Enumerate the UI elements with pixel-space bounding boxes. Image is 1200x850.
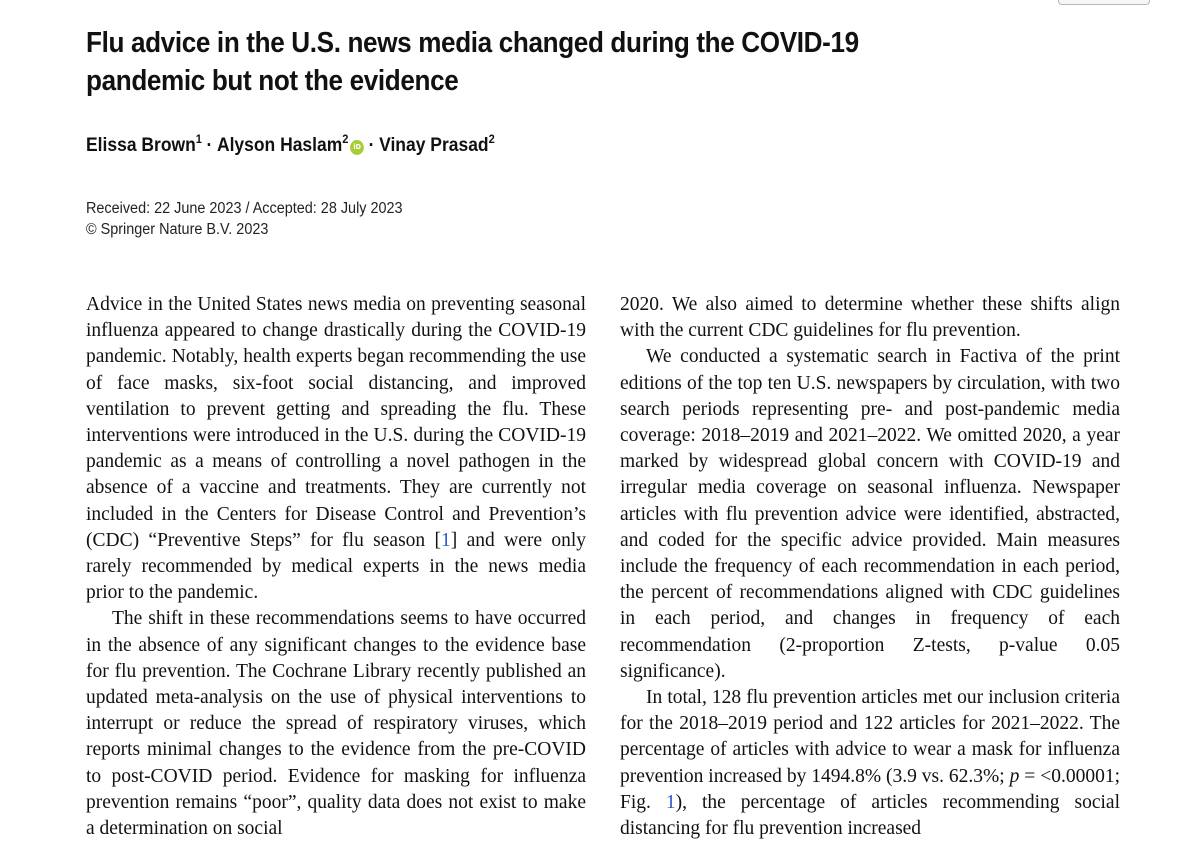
- body-text: In total, 128 flu prevention articles met our inclusion criteria for the 2018–2019 period and 122 articles for 2021–2022. The percentage of articles with advice to wear a mask for influenza prevention increased by 1494.8% (3.9 vs. 62.3%;: [620, 687, 1120, 787]
- affiliation-marker: 2: [342, 131, 349, 146]
- affiliation-marker: 1: [195, 131, 202, 146]
- orcid-icon[interactable]: iD: [350, 140, 364, 155]
- body-paragraph: [620, 685, 1120, 842]
- body-column-right: [620, 292, 1120, 842]
- body-text: ), the percentage of articles recommending social distancing for flu prevention increased: [620, 791, 1120, 840]
- p-value-symbol: p: [1009, 765, 1020, 787]
- author-separator: ·: [206, 135, 213, 156]
- figure-link[interactable]: 1: [665, 791, 676, 813]
- citation-link[interactable]: 1: [441, 529, 451, 551]
- body-paragraph: 2020. We also aimed to determine whether these shifts align with the current CDC guidelines for flu prevention.: [620, 294, 1120, 342]
- author-separator: ·: [368, 135, 375, 156]
- body-text: ] and were only rarely recommended by medical experts in the news media prior to the pandemic.: [86, 529, 587, 604]
- article-meta: [86, 198, 403, 240]
- body-paragraph: The shift in these recommendations seems to have occurred in the absence of any significant changes to the evidence base for flu prevention. The Cochrane Library recently published an updated meta-analysis on the use of physical interventions to interrupt or reduce the spread of respiratory viruses, which reports minimal changes to the evidence from the pre-COVID to post-COVID period. Evidence for masking for influenza prevention remains “poor”, quality data does not exist to make a determination on social: [86, 608, 586, 840]
- author-name: Alyson Haslam: [216, 135, 343, 156]
- body-paragraph: We conducted a systematic search in Factiva of the print editions of the top ten U.S. newspapers by circulation, with two search periods representing pre- and post-pandemic media coverage: 2018–2019 and 2021–2022. We omitted 2020, a year marked by widespread global concern with COVID-19 and irregular media coverage on seasonal influenza. Newspaper articles with flu prevention advice were identified, abstracted, and coded for the specific advice provided. Main measures include the frequency of each recommendation in each period, the percent of recommendations aligned with CDC guidelines in each period, and changes in frequency of each recommendation (2-proportion Z-tests, p-value 0.05 significance).: [620, 346, 1120, 682]
- article-title: Flu advice in the U.S. news media changed during the COVID-19 pandemic but not the evidence: [86, 27, 859, 97]
- body-text: = <0.00001; Fig.: [620, 765, 1121, 813]
- page-corner-tab: [1058, 0, 1150, 5]
- author-name: Vinay Prasad: [379, 135, 489, 156]
- body-text: Advice in the United States news media on preventing seasonal influenza appeared to change drastically during the COVID-19 pandemic. Notably, health experts began recommending the use of face masks, six-foot social distancing, and improved ventilation to prevent getting and spreading the flu. These interventions were introduced in the U.S. during the COVID-19 pandemic as a means of controlling a novel pathogen in the absence of a vaccine and treatments. They are currently not included in the Centers for Disease Control and Prevention’s (CDC) “Preventive Steps” for flu season [: [86, 294, 586, 551]
- copyright-line: © Springer Nature B.V. 2023: [86, 221, 269, 238]
- body-column-left: [86, 292, 586, 842]
- affiliation-marker: 2: [488, 131, 495, 146]
- received-accepted-dates: Received: 22 June 2023 / Accepted: 28 July 2023: [86, 200, 403, 217]
- author-name: Elissa Brown: [86, 135, 196, 156]
- body-paragraph: [86, 292, 586, 606]
- author-list: [86, 132, 495, 160]
